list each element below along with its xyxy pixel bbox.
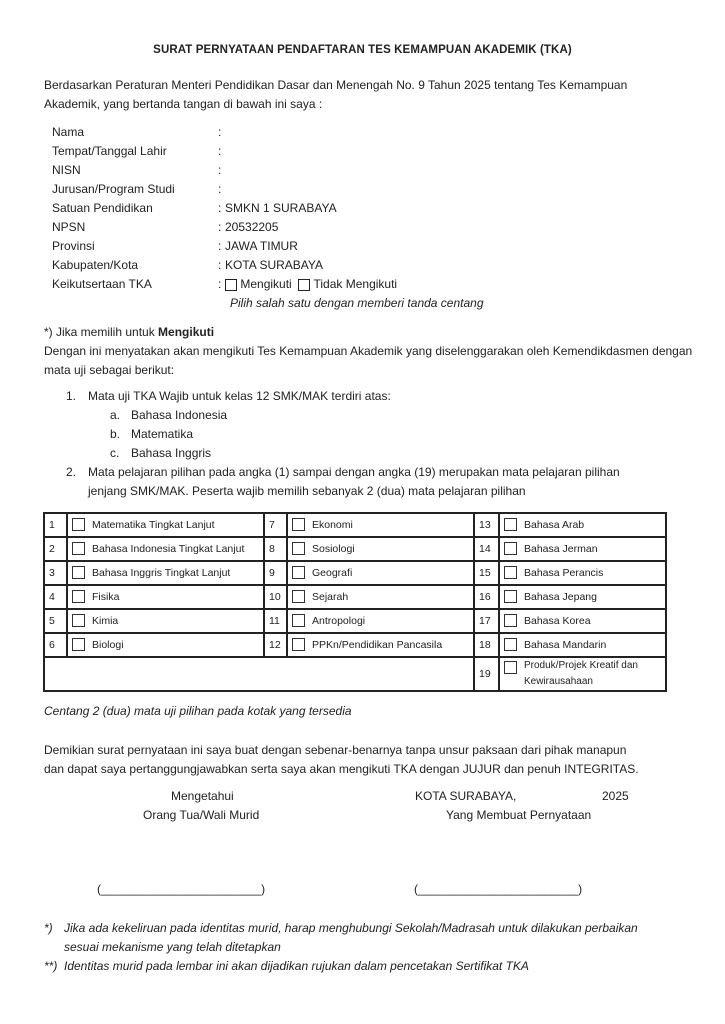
identity-colon: : [218, 144, 222, 158]
identity-colon: : [218, 125, 222, 139]
subject-name: Bahasa Jerman [520, 537, 666, 561]
identity-colon: : [218, 277, 222, 291]
item2-line1: Mata pelajaran pilihan pada angka (1) sampai dengan angka (19) merupakan mata pelajaran pilihan [88, 465, 620, 479]
tidak-mengikuti-checkbox[interactable] [298, 279, 310, 291]
subject-checkbox[interactable] [504, 518, 517, 531]
mengikuti-heading [44, 323, 694, 342]
subject-checkbox[interactable] [292, 566, 305, 579]
identity-label: Satuan Pendidikan [52, 201, 153, 215]
subject-checkbox[interactable] [292, 542, 305, 555]
identity-colon: : [218, 163, 222, 177]
table-row [44, 561, 666, 585]
identity-value: 20532205 [225, 220, 279, 234]
table-row [44, 633, 666, 657]
footnote2-text: Identitas murid pada lembar ini akan dijadikan rujukan dalam pencetakan Sertifikat TKA [64, 959, 529, 973]
subjects-table [43, 512, 667, 692]
subject-number: 15 [474, 561, 499, 585]
subject-number: 11 [264, 609, 287, 633]
tidak-mengikuti-label: Tidak Mengikuti [313, 277, 398, 291]
identity-colon: : [218, 258, 222, 272]
subject-name: Fisika [88, 585, 264, 609]
identity-label: Nama [52, 125, 85, 139]
item1-text: Mata uji TKA Wajib untuk kelas 12 SMK/MAK terdiri atas: [88, 389, 391, 403]
identity-value: KOTA SURABAYA [225, 258, 324, 272]
item2-line2: jenjang SMK/MAK. Peserta wajib memilih sebanyak 2 (dua) mata pelajaran pilihan [88, 484, 526, 498]
subject-number: 10 [264, 585, 287, 609]
subject-number: 3 [44, 561, 67, 585]
wajib-subject: Bahasa Indonesia [131, 408, 228, 422]
subject-checkbox[interactable] [292, 638, 305, 651]
subject-number: 9 [264, 561, 287, 585]
closing-line1: Demikian surat pernyataan ini saya buat dengan sebenar-benarnya tanpa unsur paksaan dari pihak manapun [44, 743, 627, 757]
subject-name: Bahasa Jepang [520, 585, 666, 609]
wajib-letter: b. [110, 427, 121, 441]
subject-checkbox[interactable] [72, 614, 85, 627]
subject-name: Biologi [88, 633, 264, 657]
subject-name: Bahasa Inggris Tingkat Lanjut [88, 561, 264, 585]
subject-number: 4 [44, 585, 67, 609]
table-row [44, 657, 666, 691]
statement-paragraph: Dengan ini menyatakan akan mengikuti Tes Kemampuan Akademik yang diselenggarakan oleh Kemendikdasmen dengan mata uji sebagai berikut: [44, 344, 693, 377]
table-row [44, 609, 666, 633]
table-row [44, 513, 666, 537]
subject-number: 16 [474, 585, 499, 609]
sign-left-top: Mengetahui [171, 789, 234, 803]
sign-year: 2025 [602, 789, 629, 803]
identity-label: Provinsi [52, 239, 95, 253]
empty-cell [44, 657, 474, 691]
signature-line-left[interactable]: (________________________) [97, 882, 266, 896]
sign-place: KOTA SURABAYA, [415, 789, 517, 803]
identity-label: Jurusan/Program Studi [52, 182, 175, 196]
subject-name: Bahasa Perancis [520, 561, 666, 585]
identity-colon: : [218, 220, 222, 234]
subject-checkbox[interactable] [504, 542, 517, 555]
footnote2-mark: **) [44, 959, 58, 973]
subject-number: 2 [44, 537, 67, 561]
subject-number: 18 [474, 633, 499, 657]
subject-name: Ekonomi [308, 513, 474, 537]
subject-name: Matematika Tingkat Lanjut [88, 513, 264, 537]
subject-name: Antropologi [308, 609, 474, 633]
closing-line2: dan dapat saya pertanggungjawabkan serta saya akan mengikuti TKA dengan JUJUR dan penuh INTEGRITAS. [44, 762, 639, 776]
identity-colon: : [218, 201, 222, 215]
subject-name: Sosiologi [308, 537, 474, 561]
mengikuti-label: Mengikuti [240, 277, 292, 291]
subject-number: 7 [264, 513, 287, 537]
subject-number: 6 [44, 633, 67, 657]
subject-checkbox[interactable] [504, 661, 517, 674]
table-row [44, 585, 666, 609]
subject-name: Bahasa Arab [520, 513, 666, 537]
subject-checkbox[interactable] [504, 614, 517, 627]
subject-name: PPKn/Pendidikan Pancasila [308, 633, 474, 657]
wajib-subject: Matematika [131, 427, 194, 441]
identity-colon: : [218, 239, 222, 253]
item2-number: 2. [66, 465, 77, 479]
subject-number: 13 [474, 513, 499, 537]
sign-left-bottom: Orang Tua/Wali Murid [143, 808, 260, 822]
subject-name: Kimia [88, 609, 264, 633]
participation-options [225, 277, 397, 291]
subject-checkbox[interactable] [504, 590, 517, 603]
footnote1-line2: sesuai mekanisme yang telah ditetapkan [64, 940, 281, 954]
mengikuti-checkbox[interactable] [225, 279, 237, 291]
subject-number: 8 [264, 537, 287, 561]
subject-number: 19 [474, 657, 499, 691]
subject-checkbox[interactable] [72, 542, 85, 555]
participation-hint: Pilih salah satu dengan memberi tanda centang [230, 296, 484, 310]
identity-label: NPSN [52, 220, 86, 234]
footnote1-mark: *) [44, 921, 53, 935]
table-note: Centang 2 (dua) mata uji pilihan pada kotak yang tersedia [44, 704, 352, 718]
subject-checkbox[interactable] [72, 590, 85, 603]
subject-name: Bahasa Mandarin [520, 633, 666, 657]
subject-number: 14 [474, 537, 499, 561]
identity-label: NISN [52, 163, 81, 177]
sign-right-bottom: Yang Membuat Pernyataan [446, 808, 592, 822]
table-row [44, 537, 666, 561]
identity-value: SMKN 1 SURABAYA [225, 201, 337, 215]
mengikuti-prefix: *) Jika memilih untuk [44, 325, 159, 339]
intro-paragraph: Berdasarkan Peraturan Menteri Pendidikan Dasar dan Menengah No. 9 Tahun 2025 tentang Tes Kemampuan Akademik, yang bertanda tangan di bawah ini saya : [44, 78, 628, 111]
item1-number: 1. [66, 389, 77, 403]
subject-number: 17 [474, 609, 499, 633]
subject-name: Bahasa Indonesia Tingkat Lanjut [88, 537, 264, 561]
identity-value: JAWA TIMUR [225, 239, 298, 253]
mengikuti-bold: Mengikuti [158, 325, 215, 339]
subject-checkbox[interactable] [72, 518, 85, 531]
identity-label: Tempat/Tanggal Lahir [52, 144, 167, 158]
subject-checkbox[interactable] [292, 518, 305, 531]
subject-checkbox[interactable] [292, 614, 305, 627]
subject-checkbox[interactable] [72, 638, 85, 651]
identity-label: Keikutsertaan TKA [52, 277, 152, 291]
wajib-subject: Bahasa Inggris [131, 446, 212, 460]
footnote1-line1: Jika ada kekeliruan pada identitas murid, harap menghubungi Sekolah/Madrasah untuk dilakukan perbaikan [64, 921, 638, 935]
wajib-letter: a. [110, 408, 121, 422]
subject-number: 12 [264, 633, 287, 657]
document-title: SURAT PERNYATAAN PENDAFTARAN TES KEMAMPUAN AKADEMIK (TKA) [153, 44, 572, 56]
signature-line-right[interactable]: (________________________) [414, 882, 583, 896]
subject-name: Geografi [308, 561, 474, 585]
wajib-letter: c. [110, 446, 120, 460]
subject-number: 5 [44, 609, 67, 633]
subject-checkbox[interactable] [504, 638, 517, 651]
subject-checkbox[interactable] [504, 566, 517, 579]
subject-name: Bahasa Korea [520, 609, 666, 633]
subject-checkbox[interactable] [72, 566, 85, 579]
identity-colon: : [218, 182, 222, 196]
subject-checkbox[interactable] [292, 590, 305, 603]
identity-label: Kabupaten/Kota [52, 258, 139, 272]
subject-name: Sejarah [308, 585, 474, 609]
subject-name: Produk/Projek Kreatif dan Kewirausahaan [520, 657, 666, 691]
subject-number: 1 [44, 513, 67, 537]
